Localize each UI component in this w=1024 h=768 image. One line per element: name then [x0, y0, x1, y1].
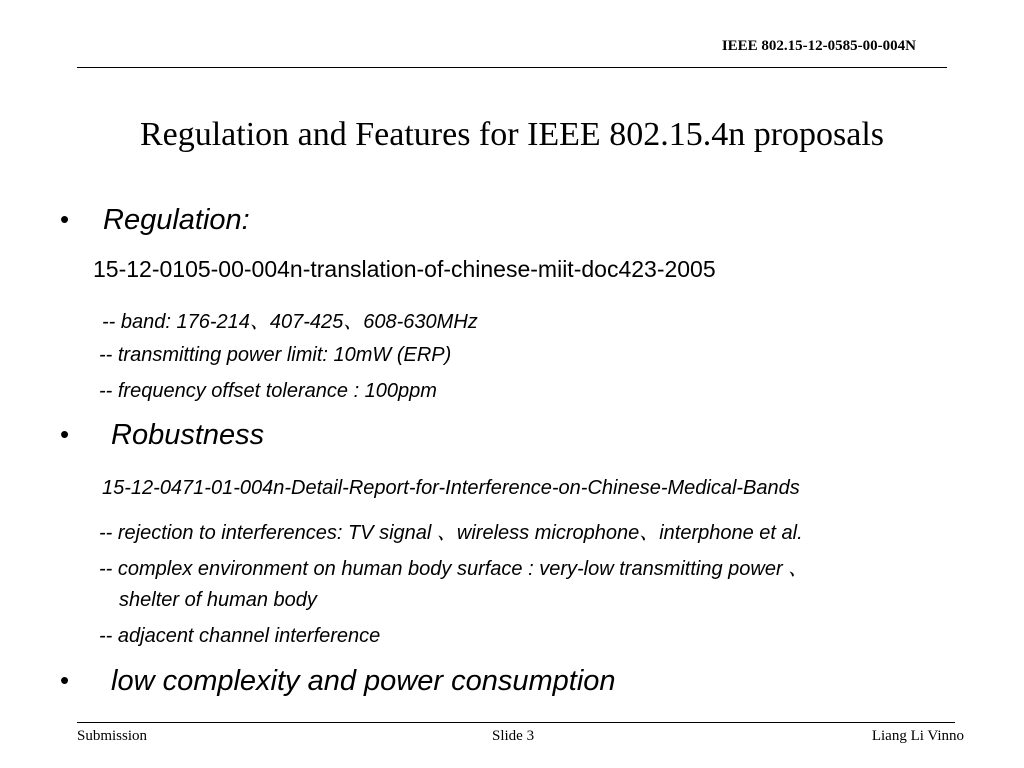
bullet-marker: • — [60, 419, 70, 449]
footer-slide-number: Slide 3 — [492, 728, 535, 744]
regulation-item-power-limit: -- transmitting power limit: 10mW (ERP) — [99, 344, 452, 366]
footer-submission: Submission — [77, 728, 148, 744]
robustness-item-complex-environment-cont: shelter of human body — [119, 589, 317, 611]
robustness-item-adjacent-channel: -- adjacent channel interference — [99, 625, 381, 647]
regulation-item-band: -- band: 176-214、407-425、608-630MHz — [102, 311, 478, 333]
regulation-reference: 15-12-0105-00-004n-translation-of-chinese-miit-doc423-2005 — [93, 256, 716, 282]
section-heading-regulation: Regulation: — [103, 204, 250, 236]
robustness-item-interference-rejection: -- rejection to interferences: TV signal 、wireless microphone、interphone et al. — [99, 522, 803, 544]
slide-title: Regulation and Features for IEEE 802.15.4n proposals — [139, 116, 885, 153]
bullet-marker: • — [60, 204, 70, 234]
robustness-reference: 15-12-0471-01-004n-Detail-Report-for-Interference-on-Chinese-Medical-Bands — [102, 477, 800, 499]
footer-author: Liang Li Vinno — [871, 728, 964, 744]
robustness-item-complex-environment: -- complex environment on human body surface : very-low transmitting power 、 — [99, 558, 809, 580]
regulation-item-frequency-tolerance: -- frequency offset tolerance : 100ppm — [99, 380, 437, 402]
section-heading-low-complexity: low complexity and power consumption — [111, 665, 616, 697]
bullet-marker: • — [60, 665, 70, 695]
footer-divider — [77, 722, 955, 723]
header-divider — [77, 67, 947, 68]
section-heading-robustness: Robustness — [111, 419, 265, 451]
document-id: IEEE 802.15-12-0585-00-004N — [721, 38, 916, 54]
